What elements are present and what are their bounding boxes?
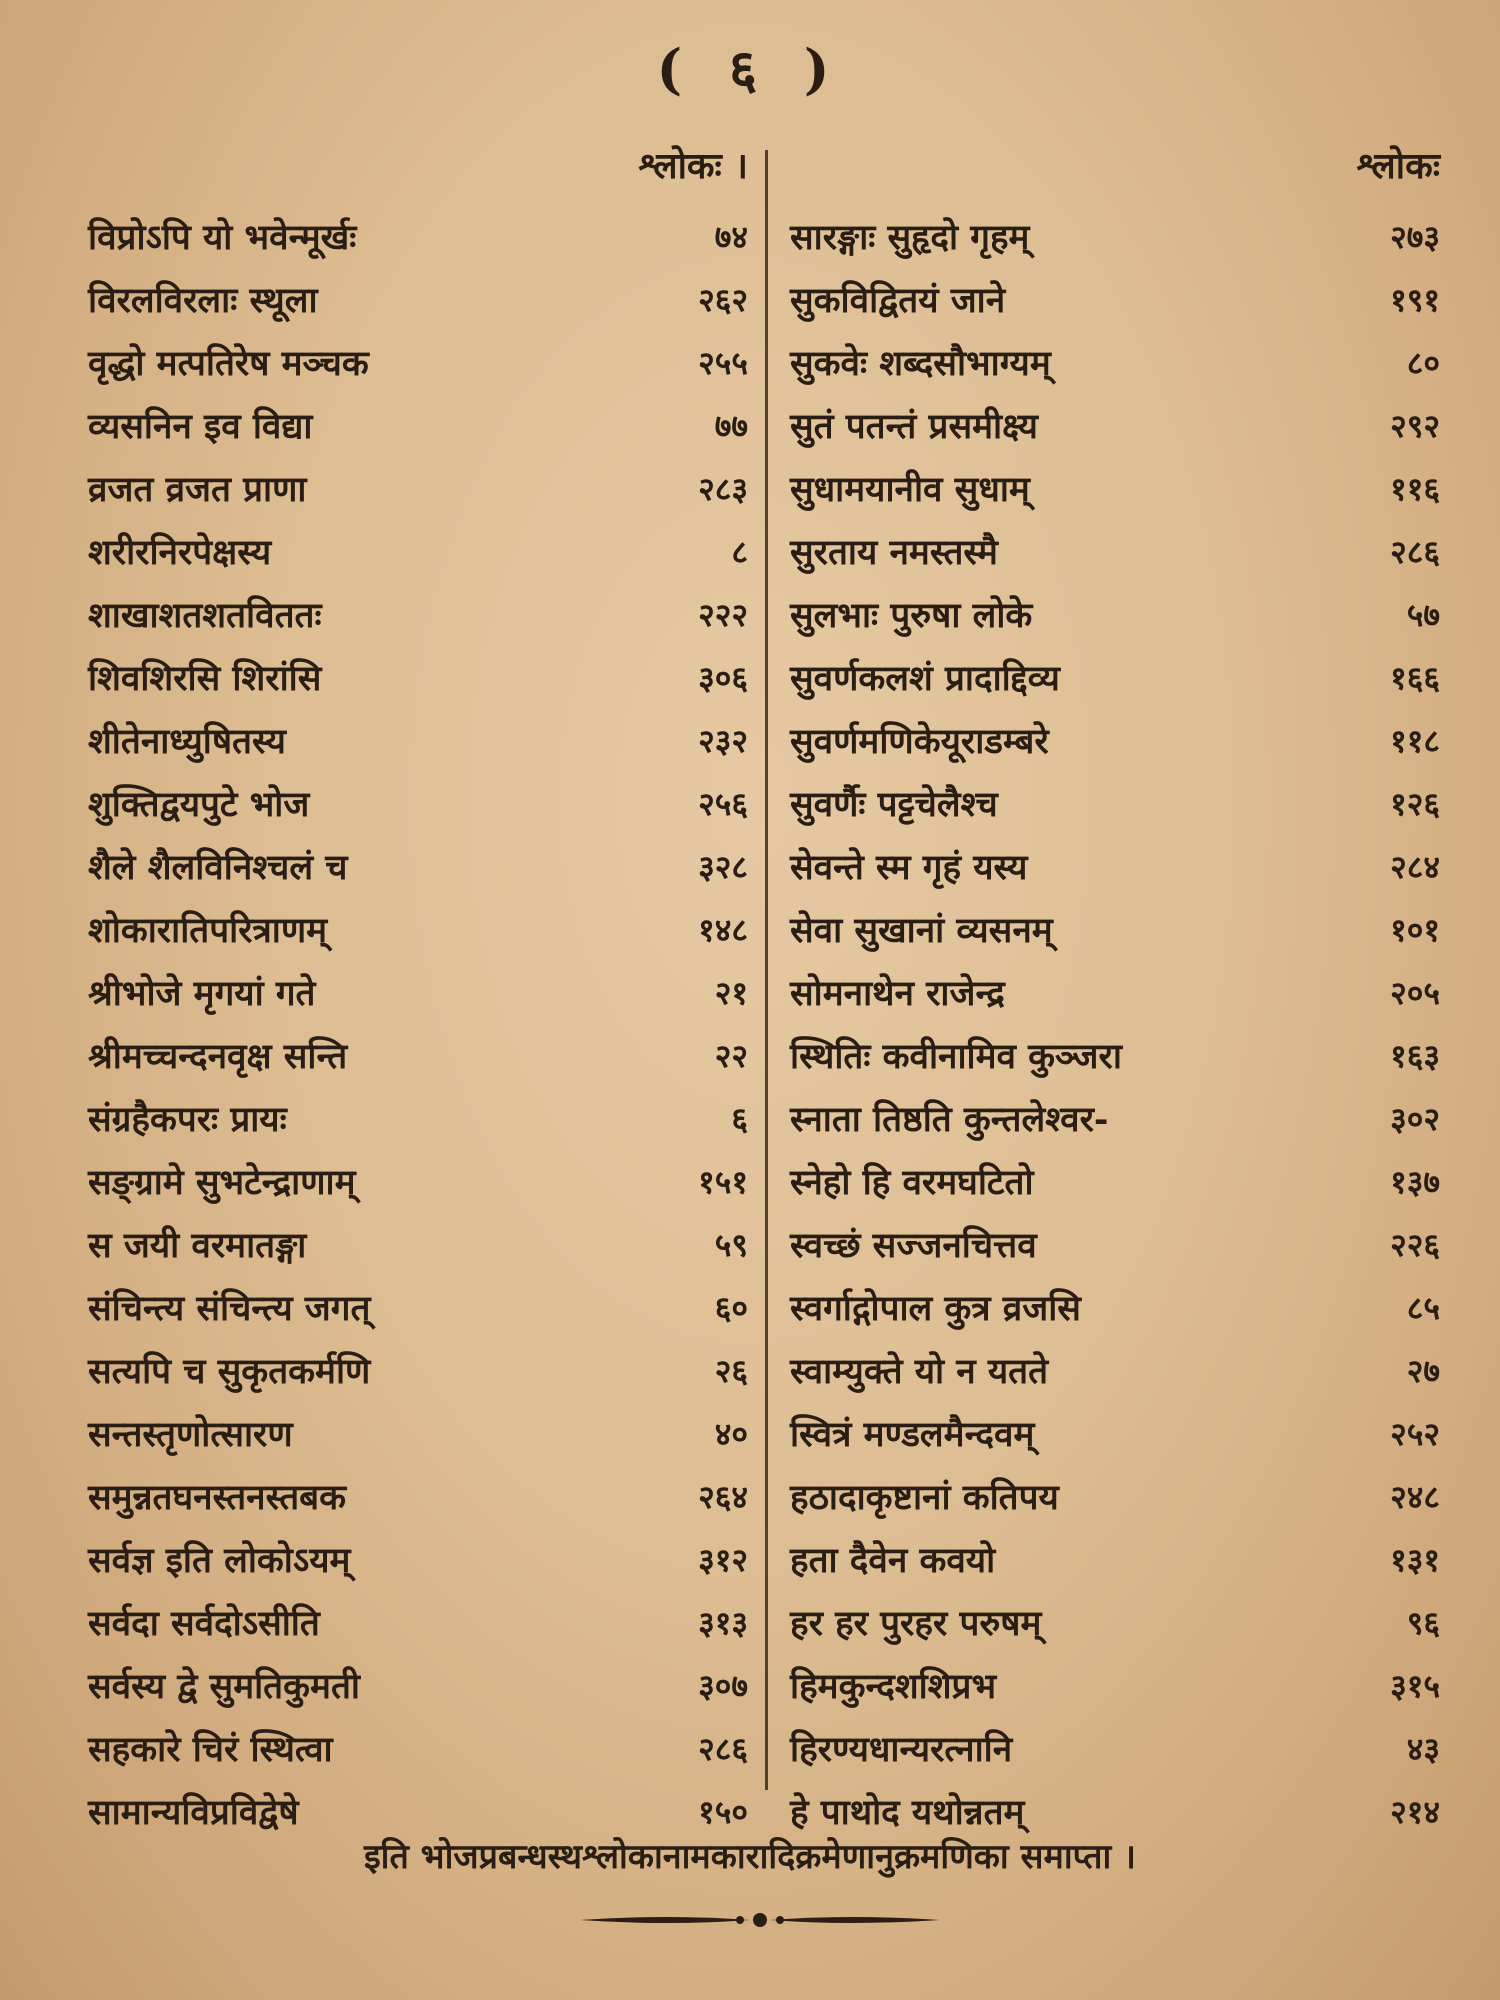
verse-first-line: व्रजत व्रजत प्राणा (88, 469, 307, 510)
index-row (88, 1339, 748, 1402)
index-row (88, 268, 748, 331)
index-row (790, 1591, 1440, 1654)
verse-number: ९६ (1406, 1604, 1440, 1642)
index-row (790, 1465, 1440, 1528)
verse-number: १३१ (1390, 1541, 1440, 1579)
verse-number: ८ (731, 533, 748, 571)
verse-number: २०५ (1390, 974, 1440, 1012)
verse-first-line: सन्तस्तृणोत्सारण (88, 1414, 293, 1455)
index-row (790, 1087, 1440, 1150)
index-row (790, 268, 1440, 331)
verse-number: २८६ (1390, 533, 1440, 571)
index-row (790, 205, 1440, 268)
verse-number: ४० (714, 1415, 748, 1453)
verse-number: ५९ (714, 1226, 748, 1264)
verse-first-line: श्रीभोजे मृगयां गते (88, 973, 316, 1014)
verse-number: १६६ (1390, 659, 1440, 697)
index-row (88, 1528, 748, 1591)
verse-first-line: स्वाम्युक्ते यो न यतते (790, 1351, 1049, 1392)
verse-first-line: सामान्यविप्रविद्वेषे (88, 1792, 299, 1833)
verse-first-line: सहकारे चिरं स्थित्वा (88, 1729, 333, 1770)
verse-number: २७३ (1390, 218, 1440, 256)
index-row (88, 772, 748, 835)
verse-number: ३०७ (698, 1667, 748, 1705)
verse-number: २५५ (698, 344, 748, 382)
index-row (790, 709, 1440, 772)
index-row (790, 520, 1440, 583)
index-row (88, 1276, 748, 1339)
index-row (88, 1087, 748, 1150)
verse-number: ३०२ (1390, 1100, 1440, 1138)
verse-first-line: स्वित्रं मण्डलमैन्दवम् (790, 1414, 1035, 1455)
verse-number: २१४ (1390, 1793, 1440, 1831)
verse-first-line: सुवर्णमणिकेयूराडम्बरे (790, 721, 1049, 762)
verse-number: १६३ (1390, 1037, 1440, 1075)
verse-first-line: स्वच्छं सज्जनचित्तव (790, 1225, 1037, 1266)
verse-number: ७७ (714, 407, 748, 445)
verse-number: १२६ (1390, 785, 1440, 823)
verse-number: ३२८ (698, 848, 748, 886)
verse-first-line: सुलभाः पुरुषा लोके (790, 595, 1033, 636)
page-number: ( ६ ) (656, 37, 844, 101)
index-row (790, 331, 1440, 394)
verse-number: १०१ (1390, 911, 1440, 949)
verse-number: १५१ (698, 1163, 748, 1201)
verse-first-line: व्यसनिन इव विद्या (88, 406, 313, 447)
index-row (88, 961, 748, 1024)
verse-first-line: स्थितिः कवीनामिव कुञ्जरा (790, 1036, 1122, 1077)
verse-first-line: हठादाकृष्टानां कतिपय (790, 1477, 1059, 1518)
verse-number: २१ (714, 974, 748, 1012)
verse-first-line: सुरताय नमस्तस्मै (790, 532, 998, 573)
index-row (88, 520, 748, 583)
verse-first-line: सुवर्णकलशं प्रादाद्दिव्य (790, 658, 1060, 699)
left-index-list (88, 205, 748, 1843)
verse-first-line: सेवा सुखानां व्यसनम् (790, 910, 1053, 951)
verse-first-line: सुधामयानीव सुधाम् (790, 469, 1030, 510)
verse-number: २४८ (1390, 1478, 1440, 1516)
index-row (790, 1654, 1440, 1717)
verse-number: २२२ (698, 596, 748, 634)
index-row (790, 772, 1440, 835)
verse-first-line: सोमनाथेन राजेन्द्र (790, 973, 1005, 1014)
index-row (88, 1213, 748, 1276)
verse-first-line: वृद्धो मत्पतिरेष मञ्चक (88, 343, 369, 384)
verse-number: २५६ (698, 785, 748, 823)
verse-first-line: सारङ्गाः सुहृदो गृहम् (790, 217, 1030, 258)
verse-first-line: संग्रहैकपरः प्रायः (88, 1099, 287, 1140)
verse-first-line: सत्यपि च सुकृतकर्मणि (88, 1351, 371, 1392)
verse-number: १५० (698, 1793, 748, 1831)
verse-first-line: सर्वस्य द्वे सुमतिकुमती (88, 1666, 360, 1707)
index-row (790, 1276, 1440, 1339)
index-row (88, 709, 748, 772)
verse-first-line: शरीरनिरपेक्षस्य (88, 532, 272, 573)
verse-first-line: सुवर्णैः पट्टचेलैश्च (790, 784, 998, 825)
index-row (790, 1339, 1440, 1402)
index-row (88, 1150, 748, 1213)
index-row (790, 457, 1440, 520)
verse-number: २५२ (1390, 1415, 1440, 1453)
verse-number: १३७ (1390, 1163, 1440, 1201)
verse-number: २२ (714, 1037, 748, 1075)
colophon: इति भोजप्रबन्धस्थश्लोकानामकारादिक्रमेणानुक्रमणिका समाप्ता । (363, 1837, 1137, 1877)
verse-first-line: सर्वदा सर्वदोऽसीति (88, 1603, 320, 1644)
verse-number: १९१ (1390, 281, 1440, 319)
verse-number: ११८ (1390, 722, 1440, 760)
index-row (88, 1654, 748, 1717)
verse-number: २२६ (1390, 1226, 1440, 1264)
index-row (88, 1465, 748, 1528)
index-row (790, 1717, 1440, 1780)
right-index-list (790, 205, 1440, 1843)
verse-number: ५७ (1406, 596, 1440, 634)
verse-first-line: सुकवेः शब्दसौभाग्यम् (790, 343, 1051, 384)
index-row (88, 583, 748, 646)
verse-first-line: स जयी वरमातङ्गा (88, 1225, 307, 1266)
column-divider (765, 150, 768, 1790)
verse-first-line: हता दैवेन कवयो (790, 1540, 996, 1581)
index-row (88, 1717, 748, 1780)
verse-number: २७ (1406, 1352, 1440, 1390)
verse-first-line: हिरण्यधान्यरत्नानि (790, 1729, 1013, 1770)
index-row (790, 583, 1440, 646)
verse-first-line: हिमकुन्दशशिप्रभ (790, 1666, 997, 1707)
verse-number: ८५ (1406, 1289, 1440, 1327)
verse-first-line: स्नाता तिष्ठति कुन्तलेश्वर- (790, 1099, 1109, 1140)
verse-first-line: श्रीमच्चन्दनवृक्ष सन्ति (88, 1036, 348, 1077)
verse-first-line: शिवशिरसि शिरांसि (88, 658, 322, 699)
verse-number: २८४ (1390, 848, 1440, 886)
verse-first-line: सुतं पतन्तं प्रसमीक्ष्य (790, 406, 1038, 447)
verse-number: ३१३ (698, 1604, 748, 1642)
verse-first-line: स्वर्गाद्गोपाल कुत्र व्रजसि (790, 1288, 1081, 1329)
verse-first-line: विप्रोऽपि यो भवेन्मूर्खः (88, 217, 357, 258)
right-column-header: श्लोकः (1356, 145, 1440, 187)
verse-number: २६ (714, 1352, 748, 1390)
verse-first-line: समुन्नतघनस्तनस्तबक (88, 1477, 347, 1518)
index-row (790, 1213, 1440, 1276)
verse-first-line: स्नेहो हि वरमघटितो (790, 1162, 1034, 1203)
index-row (88, 1024, 748, 1087)
left-column-header: श्लोकः । (638, 145, 748, 187)
verse-first-line: शुक्तिद्वयपुटे भोज (88, 784, 310, 825)
verse-first-line: शाखाशतशतविततः (88, 595, 322, 636)
verse-first-line: हे पाथोद यथोन्नतम् (790, 1792, 1025, 1833)
index-row (88, 898, 748, 961)
index-row (88, 835, 748, 898)
verse-first-line: शीतेनाध्युषितस्य (88, 721, 286, 762)
verse-number: ६० (714, 1289, 748, 1327)
verse-number: ३१२ (698, 1541, 748, 1579)
verse-number: २८३ (698, 470, 748, 508)
verse-first-line: सुकविद्वितयं जाने (790, 280, 1006, 321)
index-row (790, 1024, 1440, 1087)
verse-first-line: हर हर पुरहर परुषम् (790, 1603, 1042, 1644)
verse-first-line: विरलविरलाः स्थूला (88, 280, 318, 321)
index-row (790, 1150, 1440, 1213)
verse-number: ४३ (1406, 1730, 1440, 1768)
index-row (790, 394, 1440, 457)
verse-number: ६ (731, 1100, 748, 1138)
verse-first-line: सर्वज्ञ इति लोकोऽयम् (88, 1540, 351, 1581)
verse-first-line: शोकारातिपरित्राणम् (88, 910, 328, 951)
index-row (790, 1528, 1440, 1591)
index-row (88, 457, 748, 520)
index-row (790, 1402, 1440, 1465)
verse-first-line: सेवन्ते स्म गृहं यस्य (790, 847, 1028, 888)
verse-number: ३०६ (698, 659, 748, 697)
index-row (88, 394, 748, 457)
index-row (790, 835, 1440, 898)
verse-first-line: शैले शैलविनिश्चलं च (88, 847, 348, 888)
index-row (88, 1402, 748, 1465)
index-row (790, 961, 1440, 1024)
index-row (88, 331, 748, 394)
verse-number: १४८ (698, 911, 748, 949)
index-row (88, 646, 748, 709)
index-row (88, 1591, 748, 1654)
verse-number: ७४ (714, 218, 748, 256)
ornament-divider (580, 1905, 940, 1935)
verse-first-line: सङ्ग्रामे सुभटेन्द्राणाम् (88, 1162, 356, 1203)
index-row (88, 205, 748, 268)
verse-number: ८० (1406, 344, 1440, 382)
index-row (790, 646, 1440, 709)
verse-number: २६४ (698, 1478, 748, 1516)
verse-number: २३२ (698, 722, 748, 760)
verse-first-line: संचिन्त्य संचिन्त्य जगत् (88, 1288, 371, 1329)
verse-number: २८६ (698, 1730, 748, 1768)
verse-number: २६२ (698, 281, 748, 319)
verse-number: ११६ (1390, 470, 1440, 508)
index-row (790, 898, 1440, 961)
verse-number: ३१५ (1390, 1667, 1440, 1705)
verse-number: २९२ (1390, 407, 1440, 445)
